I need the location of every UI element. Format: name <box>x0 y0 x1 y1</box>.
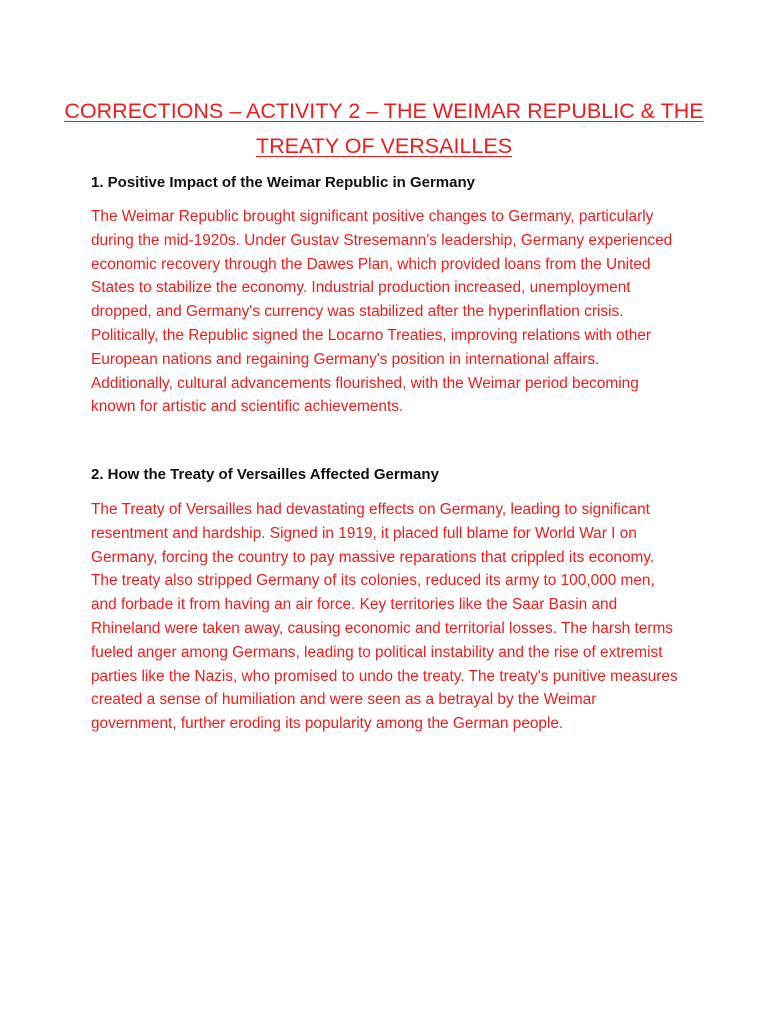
section-1-heading: 1. Positive Impact of the Weimar Republic in Germany <box>91 174 475 191</box>
section-2-heading: 2. How the Treaty of Versailles Affected Germany <box>91 466 439 483</box>
section-1-body: The Weimar Republic brought significant positive changes to Germany, particularly during the mid-1920s. Under Gustav Stresemann's leadership, Germany experienced economic recovery through the Dawes Plan, which provided loans from the United States to stabilize the economy. Industrial production increased, unemployment dropped, and Germany's currency was stabilized after the hyperinflation crisis. Politically, the Republic signed the Locarno Treaties, improving relations with other European nations and regaining Germany's position in international affairs. Additionally, cultural advancements flourished, with the Weimar period becoming known for artistic and scientific achievements. <box>91 208 673 416</box>
section-2-body: The Treaty of Versailles had devastating effects on Germany, leading to significant resentment and hardship. Signed in 1919, it placed full blame for World War I on Germany, forcing the country to pay massive reparations that crippled its economy. The treaty also stripped Germany of its colonies, reduced its army to 100,000 men, and forbade it from having an air force. Key territories like the Saar Basin and Rhineland were taken away, causing economic and territorial losses. The harsh terms fueled anger among Germans, leading to political instability and the rise of extremist parties like the Nazis, who promised to undo the treaty. The treaty's punitive measures created a sense of humiliation and were seen as a betrayal by the Weimar government, further eroding its popularity among the German people. <box>91 501 678 733</box>
document-title: CORRECTIONS – ACTIVITY 2 – THE WEIMAR REPUBLIC & THE TREATY OF VERSAILLES <box>64 99 704 158</box>
